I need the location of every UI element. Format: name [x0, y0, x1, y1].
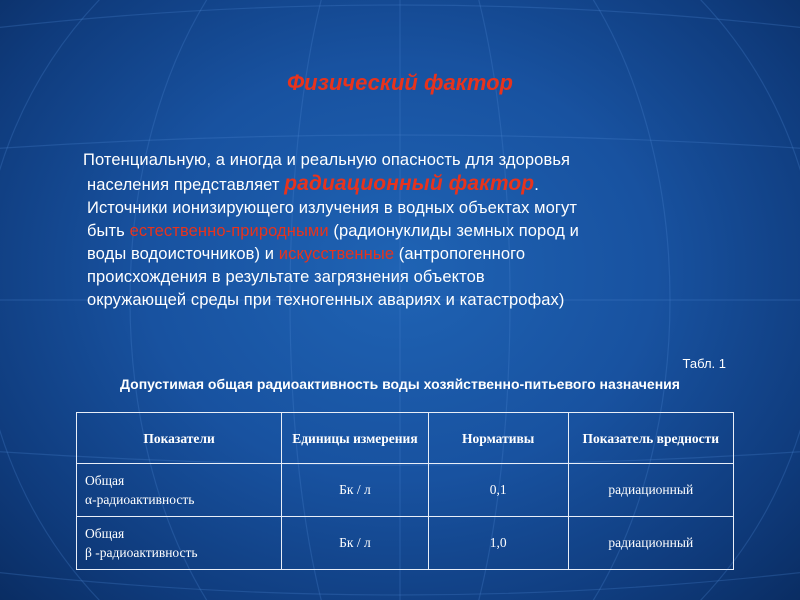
- cell-norm: 1,0: [428, 517, 568, 570]
- paragraph-line-1: Потенциальную, а иногда и реальную опасность для здоровья: [83, 151, 571, 169]
- paragraph-line-2: [83, 172, 763, 197]
- slide-title: Физический фактор: [287, 70, 513, 95]
- indicator-line-2: β -радиоактивность: [85, 545, 198, 560]
- paragraph-line-5: [83, 243, 763, 266]
- table-header-row: [77, 413, 734, 464]
- paragraph-line-6: происхождения в результате загрязнения объектов: [87, 268, 485, 286]
- cell-indicator: [77, 517, 282, 570]
- cell-indicator: [77, 464, 282, 517]
- highlight-artificial: искусственные: [278, 245, 395, 263]
- table-number-label: Табл. 1: [682, 356, 726, 371]
- column-header-indicator: Показатели: [77, 413, 282, 464]
- paragraph-text: (антропогенного: [394, 245, 526, 263]
- paragraph-line-7: окружающей среды при техногенных авариях и катастрофах): [87, 291, 565, 309]
- body-paragraph: [83, 149, 763, 312]
- indicator-line-2: α-радиоактивность: [85, 492, 195, 507]
- table-row: [77, 464, 734, 517]
- paragraph-text: быть: [87, 222, 130, 240]
- paragraph-text: воды водоисточников) и: [87, 245, 279, 263]
- table-row: [77, 517, 734, 570]
- column-header-units: Единицы измерения: [282, 413, 429, 464]
- cell-harm: радиационный: [568, 517, 733, 570]
- paragraph-line-3: Источники ионизирующего излучения в водных объектах могут: [87, 199, 578, 217]
- column-header-norms: Нормативы: [428, 413, 568, 464]
- paragraph-text: населения представляет: [87, 176, 285, 194]
- highlight-natural: естественно-природными: [129, 222, 329, 240]
- highlight-radiation-factor: радиационный фактор: [284, 172, 535, 195]
- table-caption: Допустимая общая радиоактивность воды хозяйственно-питьевого назначения: [120, 376, 680, 392]
- paragraph-line-4: [83, 220, 763, 243]
- column-header-harm: Показатель вредности: [568, 413, 733, 464]
- cell-harm: радиационный: [568, 464, 733, 517]
- paragraph-text: .: [534, 176, 539, 194]
- indicator-line-1: Общая: [85, 526, 125, 541]
- radioactivity-norms-table: [76, 412, 734, 570]
- cell-unit: Бк / л: [282, 464, 429, 517]
- cell-norm: 0,1: [428, 464, 568, 517]
- paragraph-text: (радионуклиды земных пород и: [328, 222, 579, 240]
- indicator-line-1: Общая: [85, 473, 125, 488]
- cell-unit: Бк / л: [282, 517, 429, 570]
